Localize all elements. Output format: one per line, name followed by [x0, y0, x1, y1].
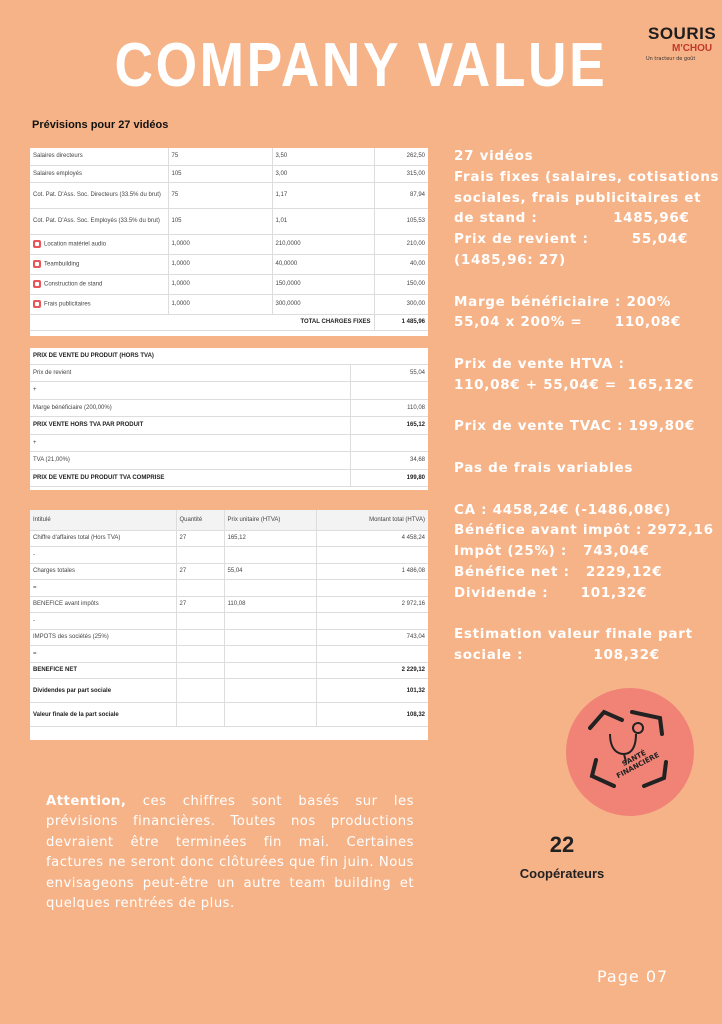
summary-line: 55,04 x 200% = 110,08€: [454, 314, 682, 331]
charge-total: 315,00: [374, 165, 428, 182]
cooperateurs-label: Coopérateurs: [519, 866, 605, 881]
charges-grid: [30, 148, 428, 331]
badge-text: SANTÉ FINANCIÈRE: [615, 748, 661, 781]
result-unit: [224, 580, 316, 597]
table-row: [30, 148, 428, 165]
table-row: [30, 182, 428, 208]
charge-total: 105,53: [374, 208, 428, 234]
table-row: [30, 613, 428, 630]
summary-line: sociales, frais publicitaires et: [454, 189, 702, 206]
table-row: [30, 417, 428, 435]
result-qty: [176, 580, 224, 597]
prix-value: 55,04: [350, 364, 428, 382]
result-grid: [30, 510, 428, 727]
logo-tagline: Un tracteur de goût: [646, 56, 696, 62]
summary-line: Prix de vente HTVA :: [454, 355, 625, 372]
result-header-quantite: Quantité: [176, 510, 224, 530]
logo: [640, 24, 720, 70]
table-row: [30, 547, 428, 564]
charges-table: [30, 148, 428, 336]
result-label: -: [30, 613, 176, 630]
attention-note: [46, 792, 414, 914]
result-qty: 27: [176, 530, 224, 547]
result-total: 2 229,12: [316, 662, 428, 679]
table-row: [30, 530, 428, 547]
result-label: Chiffre d'affaires total (Hors TVA): [30, 530, 176, 547]
result-unit: [224, 629, 316, 646]
charge-qty: 75: [168, 182, 272, 208]
sante-financiere-badge: [560, 680, 700, 820]
result-qty: [176, 646, 224, 663]
result-unit: 110,08: [224, 596, 316, 613]
table-row: [30, 294, 428, 314]
result-unit: 55,04: [224, 563, 316, 580]
summary-line: 27 vidéos: [454, 148, 534, 164]
result-total: [316, 580, 428, 597]
result-label: Charges totales: [30, 563, 176, 580]
table-row: [30, 254, 428, 274]
result-unit: [224, 679, 316, 703]
table-row: [30, 662, 428, 679]
item-label-cell: [30, 274, 168, 294]
item-unit: 300,0000: [272, 294, 374, 314]
summary-line: Estimation valeur finale part: [454, 626, 693, 643]
result-total: 108,32: [316, 703, 428, 727]
result-total: 1 486,08: [316, 563, 428, 580]
charge-label: Salaires directeurs: [30, 148, 168, 165]
result-header-montant: Montant total (HTVA): [316, 510, 428, 530]
item-qty: 1,0000: [168, 234, 272, 254]
page-number: Page 07: [597, 967, 669, 986]
prix-header: PRIX DE VENTE DU PRODUIT (HORS TVA): [30, 348, 428, 364]
table-row: [30, 165, 428, 182]
item-qty: 1,0000: [168, 254, 272, 274]
table-row: [30, 399, 428, 417]
item-label: Teambuilding: [44, 261, 80, 268]
item-unit: 210,0000: [272, 234, 374, 254]
charge-label: Cot. Pat. D'Ass. Soc. Directeurs (33.5% du brut): [30, 182, 168, 208]
result-qty: [176, 703, 224, 727]
prix-label: +: [30, 382, 350, 400]
previsions-title: Prévisions pour 27 vidéos: [32, 119, 169, 131]
result-total: 743,04: [316, 629, 428, 646]
charge-total: 87,94: [374, 182, 428, 208]
charge-qty: 75: [168, 148, 272, 165]
summary-line: sociale : 108,32€: [454, 647, 660, 664]
prix-label: TVA (21,00%): [30, 452, 350, 470]
item-label-cell: [30, 254, 168, 274]
table-row: [30, 469, 428, 487]
item-label-cell: [30, 294, 168, 314]
logo-line2: M'CHOU: [672, 43, 713, 54]
prix-value: [350, 382, 428, 400]
attention-bold: Attention,: [46, 794, 127, 809]
item-unit: 150,0000: [272, 274, 374, 294]
summary-line: Marge bénéficiaire : 200%: [454, 293, 671, 310]
result-unit: [224, 703, 316, 727]
item-label-cell: [30, 234, 168, 254]
summary-line: CA : 4458,24€ (-1486,08€): [454, 501, 672, 518]
page-title: COMPANY VALUE: [114, 31, 608, 100]
charge-unit: 1,17: [272, 182, 374, 208]
charge-label: Salaires employés: [30, 165, 168, 182]
prix-value: [350, 434, 428, 452]
table-row: [30, 452, 428, 470]
summary-line: Frais fixes (salaires, cotisations: [454, 168, 720, 185]
charge-qty: 105: [168, 208, 272, 234]
summary-line: de stand : 1485,96€: [454, 210, 690, 227]
result-label: =: [30, 646, 176, 663]
result-qty: 27: [176, 596, 224, 613]
table-row: [30, 208, 428, 234]
summary-line: Dividende : 101,32€: [454, 584, 648, 601]
prix-label: PRIX VENTE HORS TVA PAR PRODUIT: [30, 417, 350, 435]
result-unit: [224, 662, 316, 679]
result-label: -: [30, 547, 176, 564]
table-row: [30, 679, 428, 703]
prix-value: 199,80: [350, 469, 428, 487]
table-row: [30, 382, 428, 400]
summary-line: Impôt (25%) : 743,04€: [454, 543, 650, 560]
result-header-intitule: Intitulé: [30, 510, 176, 530]
result-qty: [176, 662, 224, 679]
result-label: BENEFICE NET: [30, 662, 176, 679]
total-row: [30, 314, 428, 330]
result-unit: 165,12: [224, 530, 316, 547]
item-total: 40,00: [374, 254, 428, 274]
result-qty: [176, 547, 224, 564]
result-total: [316, 547, 428, 564]
result-total: 2 972,16: [316, 596, 428, 613]
result-label: =: [30, 580, 176, 597]
item-unit: 40,0000: [272, 254, 374, 274]
charge-label: Cot. Pat. D'Ass. Soc. Employés (33.5% du brut): [30, 208, 168, 234]
charge-unit: 3,00: [272, 165, 374, 182]
result-label: BENEFICE avant impôts: [30, 596, 176, 613]
total-label: TOTAL CHARGES FIXES: [30, 314, 374, 330]
summary-line: Bénéfice net : 2229,12€: [454, 563, 663, 580]
result-qty: 27: [176, 563, 224, 580]
category-icon: [33, 240, 41, 248]
result-label: Dividendes par part sociale: [30, 679, 176, 703]
result-total: [316, 613, 428, 630]
category-icon: [33, 260, 41, 268]
summary-line: Bénéfice avant impôt : 2972,16: [454, 522, 714, 539]
summary-line: (1485,96: 27): [454, 251, 566, 268]
logo-line1: SOURIS: [648, 24, 717, 43]
item-label: Frais publicitaires: [44, 301, 91, 308]
charge-qty: 105: [168, 165, 272, 182]
result-qty: [176, 629, 224, 646]
total-value: 1 485,96: [374, 314, 428, 330]
item-qty: 1,0000: [168, 294, 272, 314]
prix-value: 110,08: [350, 399, 428, 417]
item-total: 150,00: [374, 274, 428, 294]
result-header-prix: Prix unitaire (HTVA): [224, 510, 316, 530]
result-unit: [224, 613, 316, 630]
result-qty: [176, 679, 224, 703]
result-total: 101,32: [316, 679, 428, 703]
table-row: [30, 646, 428, 663]
cooperateurs-count: 22: [549, 832, 575, 857]
result-unit: [224, 646, 316, 663]
table-row: [30, 703, 428, 727]
result-table: [30, 510, 428, 740]
summary-line: 110,08€ + 55,04€ = 165,12€: [454, 376, 695, 393]
charge-unit: 1,01: [272, 208, 374, 234]
summary-line: Pas de frais variables: [454, 459, 634, 476]
table-row: [30, 434, 428, 452]
prix-table: [30, 348, 428, 490]
prix-label: +: [30, 434, 350, 452]
category-icon: [33, 280, 41, 288]
table-row: [30, 580, 428, 597]
table-row: [30, 234, 428, 254]
table-row: [30, 596, 428, 613]
item-label: Construction de stand: [44, 281, 103, 288]
summary: [454, 146, 720, 666]
result-total: 4 458,24: [316, 530, 428, 547]
item-total: 210,00: [374, 234, 428, 254]
summary-line: Prix de revient : 55,04€: [454, 231, 689, 248]
result-qty: [176, 613, 224, 630]
result-label: IMPOTS des sociétés (25%): [30, 629, 176, 646]
prix-value: 34,68: [350, 452, 428, 470]
item-qty: 1,0000: [168, 274, 272, 294]
charge-total: 262,50: [374, 148, 428, 165]
category-icon: [33, 300, 41, 308]
prix-label: PRIX DE VENTE DU PRODUIT TVA COMPRISE: [30, 469, 350, 487]
prix-grid: [30, 348, 428, 487]
summary-line: Prix de vente TVAC : 199,80€: [454, 418, 695, 435]
table-row: [30, 563, 428, 580]
table-row: [30, 364, 428, 382]
attention-text: ces chiffres sont basés sur les prévisions financières. Toutes nos productions devraient être terminées fin mai. Certaines factures ne seront donc clôturées que fin juin. Nous envisageons peut-être un autre team building et quelques rentrées de plus.: [46, 794, 414, 912]
table-row: [30, 274, 428, 294]
charge-unit: 3,50: [272, 148, 374, 165]
result-unit: [224, 547, 316, 564]
prix-label: Marge bénéficiaire (200,00%): [30, 399, 350, 417]
item-total: 300,00: [374, 294, 428, 314]
table-row: [30, 629, 428, 646]
item-label: Location matériel audio: [44, 241, 107, 248]
prix-label: Prix de revient: [30, 364, 350, 382]
result-total: [316, 646, 428, 663]
result-label: Valeur finale de la part sociale: [30, 703, 176, 727]
prix-value: 165,12: [350, 417, 428, 435]
